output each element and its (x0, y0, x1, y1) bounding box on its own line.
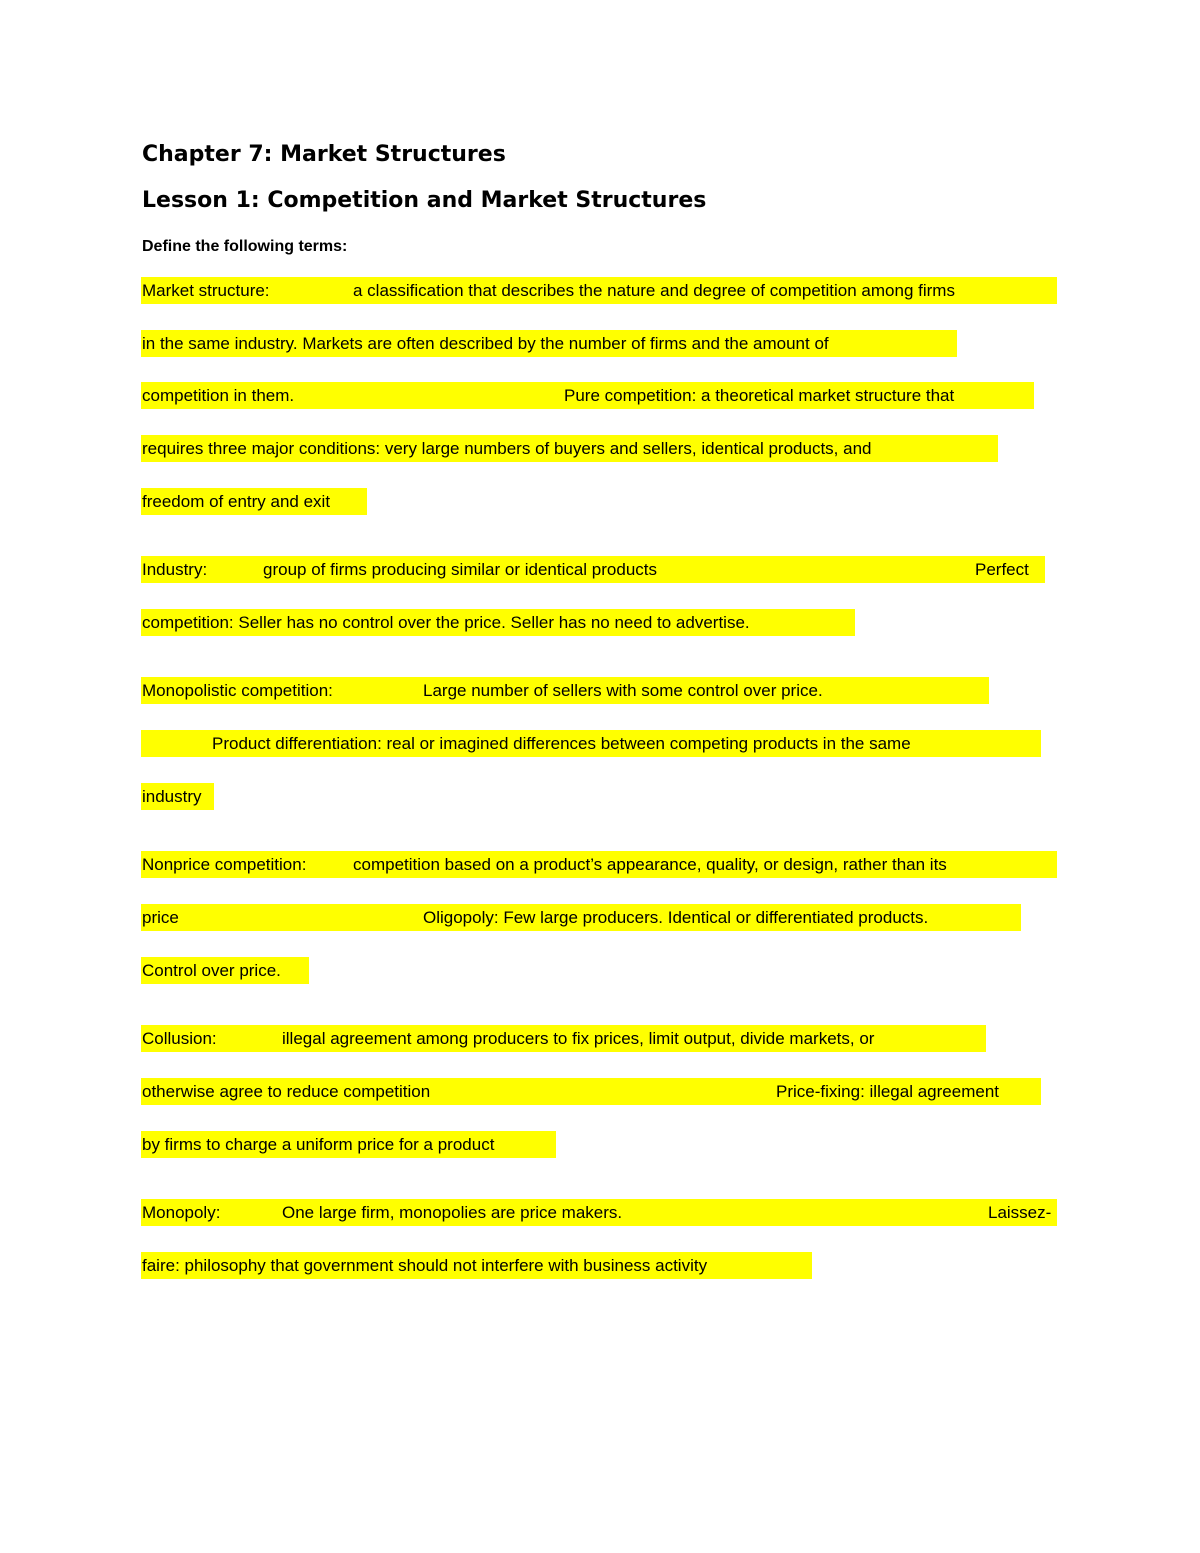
highlight-line (141, 851, 1057, 878)
lesson-title: Lesson 1: Competition and Market Structures (142, 188, 707, 213)
highlight-line (141, 783, 214, 810)
term-product-differentiation: Product differentiation: real or imagined differences between competing products in the same (212, 734, 911, 753)
term-perfect-competition: Perfect (975, 560, 1029, 579)
definition-nonprice-competition-end: price (142, 908, 179, 927)
definition-monopoly: One large firm, monopolies are price makers. (282, 1203, 623, 1222)
term-laissez-faire: Laissez- (988, 1203, 1052, 1222)
definition-market-structure-cont: in the same industry. Markets are often described by the number of firms and the amount of (142, 334, 829, 353)
definition-pure-competition: requires three major conditions: very large numbers of buyers and sellers, identical products, and (142, 439, 872, 458)
highlight-line (141, 382, 1034, 409)
term-collusion: Collusion: (142, 1029, 217, 1048)
highlight-line (141, 277, 1057, 304)
definition-nonprice-competition: competition based on a product’s appearance, quality, or design, rather than its (353, 855, 947, 874)
highlight-line (141, 957, 309, 984)
definition-pure-competition-end: freedom of entry and exit (142, 492, 331, 511)
definition-laissez-faire: faire: philosophy that government should not interfere with business activity (142, 1256, 708, 1275)
highlight-line (141, 730, 1041, 757)
instruction-text: Define the following terms: (142, 238, 348, 255)
definition-price-fixing-end: by firms to charge a uniform price for a product (142, 1135, 495, 1154)
highlight-line (141, 1078, 1041, 1105)
highlight-line (141, 1252, 812, 1279)
highlight-line (141, 488, 367, 515)
definition-industry: group of firms producing similar or identical products (263, 560, 658, 579)
highlight-line (141, 435, 998, 462)
highlight-line (141, 330, 957, 357)
term-price-fixing: Price-fixing: illegal agreement (776, 1082, 999, 1101)
term-nonprice-competition: Nonprice competition: (142, 855, 307, 874)
highlight-line (141, 1025, 986, 1052)
term-pure-competition: Pure competition: a theoretical market structure that (564, 386, 955, 405)
definition-oligopoly-end: Control over price. (142, 961, 281, 980)
term-oligopoly: Oligopoly: Few large producers. Identical or differentiated products. (423, 908, 929, 927)
highlight-line (141, 556, 1045, 583)
highlight-line (141, 1199, 1057, 1226)
definition-market-structure: a classification that describes the nature and degree of competition among firms (353, 281, 955, 300)
definition-market-structure-end: competition in them. (142, 386, 295, 405)
definition-product-differentiation-end: industry (142, 787, 202, 806)
definition-monopolistic-competition: Large number of sellers with some control over price. (423, 681, 823, 700)
term-industry: Industry: (142, 560, 208, 579)
term-monopoly: Monopoly: (142, 1203, 221, 1222)
chapter-title: Chapter 7: Market Structures (142, 142, 506, 167)
definition-perfect-competition: competition: Seller has no control over the price. Seller has no need to advertise. (142, 613, 750, 632)
term-market-structure: Market structure: (142, 281, 270, 300)
definition-collusion-end: otherwise agree to reduce competition (142, 1082, 431, 1101)
term-monopolistic-competition: Monopolistic competition: (142, 681, 333, 700)
highlight-line (141, 1131, 556, 1158)
highlight-line (141, 677, 989, 704)
highlight-line (141, 904, 1021, 931)
highlight-line (141, 609, 855, 636)
definition-collusion: illegal agreement among producers to fix prices, limit output, divide markets, or (282, 1029, 875, 1048)
